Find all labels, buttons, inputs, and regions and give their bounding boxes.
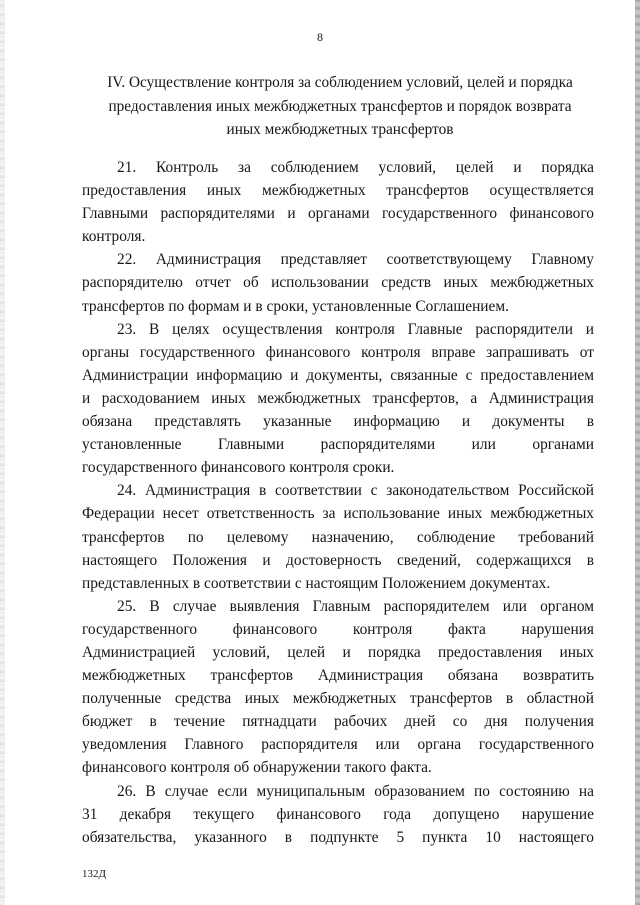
text-line: установленные Главными распорядителями или органами bbox=[82, 436, 594, 454]
text-line: органы государственного финансового контроля вправе запрашивать от bbox=[82, 343, 594, 361]
text-line: распорядителю отчет об использовании средств иных межбюджетных bbox=[82, 274, 594, 292]
text-line: 21. Контроль за соблюдением условий, целей и порядка bbox=[117, 159, 594, 176]
page-number: 8 bbox=[317, 30, 323, 44]
heading-line: IV. Осуществление контроля за соблюдением условий, целей и порядка bbox=[107, 74, 573, 91]
text-line: Главными распорядителями и органами государственного финансового bbox=[82, 205, 594, 223]
text-line: трансфертов по формам и в сроки, установленные Соглашением. bbox=[82, 297, 509, 315]
text-line: настоящего Положения и достоверность сведений, содержащихся в bbox=[82, 551, 594, 569]
text-line: бюджет в течение пятнадцати рабочих дней со дня получения bbox=[82, 713, 594, 731]
text-line: Федерации несет ответственность за использование иных межбюджетных bbox=[82, 505, 594, 523]
text-line: представленных в соответствии с настоящим Положением документах. bbox=[82, 574, 551, 592]
text-line: уведомления Главного распорядителя или органа государственного bbox=[82, 736, 594, 754]
text-line: 26. В случае если муниципальным образованием по состоянию на bbox=[117, 782, 594, 800]
text-line: предоставления иных межбюджетных трансфертов осуществляется bbox=[82, 182, 594, 200]
text-line: государственного финансового контроля сроки. bbox=[82, 459, 395, 477]
text-line: и расходованием иных межбюджетных трансфертов, а Администрация bbox=[82, 389, 594, 407]
text-line: Администрацией условий, целей и порядка предоставления иных bbox=[82, 643, 594, 661]
text-line: 25. В случае выявления Главным распорядителем или органом bbox=[117, 597, 594, 615]
text-line: контроля. bbox=[82, 228, 146, 246]
scan-edge-left bbox=[0, 0, 5, 905]
text-line: 31 декабря текущего финансового года допущено нарушение bbox=[82, 805, 594, 823]
text-line: межбюджетных трансфертов Администрация обязана возвратить bbox=[82, 667, 594, 685]
text-line: государственного финансового контроля факта нарушения bbox=[82, 620, 594, 638]
paragraph-21 bbox=[82, 156, 594, 248]
scan-edge-right bbox=[635, 0, 640, 905]
paragraph-22 bbox=[82, 248, 594, 317]
paragraph-25 bbox=[82, 595, 594, 780]
body-text bbox=[82, 156, 594, 849]
text-line: 23. В целях осуществления контроля Главные распорядители и bbox=[117, 320, 594, 338]
heading-line: предоставления иных межбюджетных трансфертов и порядок возврата bbox=[108, 97, 572, 115]
text-line: 24. Администрация в соответствии с законодательством Российской bbox=[117, 482, 594, 500]
heading-line: иных межбюджетных трансфертов bbox=[226, 121, 454, 138]
text-line: трансфертов по целевому назначению, соблюдение требований bbox=[82, 528, 594, 546]
paragraph-24 bbox=[82, 479, 594, 594]
text-line: 22. Администрация представляет соответствующему Главному bbox=[117, 251, 594, 269]
text-line: обязана представлять указанные информацию и документы в bbox=[82, 413, 594, 431]
text-line: Администрации информацию и документы, связанные с предоставлением bbox=[82, 366, 594, 384]
section-heading bbox=[80, 71, 600, 142]
paragraph-26 bbox=[82, 780, 594, 849]
footer-document-code: 132Д bbox=[82, 868, 107, 880]
text-line: обязательства, указанного в подпункте 5 пункта 10 настоящего bbox=[82, 828, 594, 846]
text-line: полученные средства иных межбюджетных трансфертов в областной bbox=[82, 690, 594, 708]
paragraph-23 bbox=[82, 318, 594, 480]
text-line: финансового контроля об обнаружении такого факта. bbox=[82, 759, 432, 777]
